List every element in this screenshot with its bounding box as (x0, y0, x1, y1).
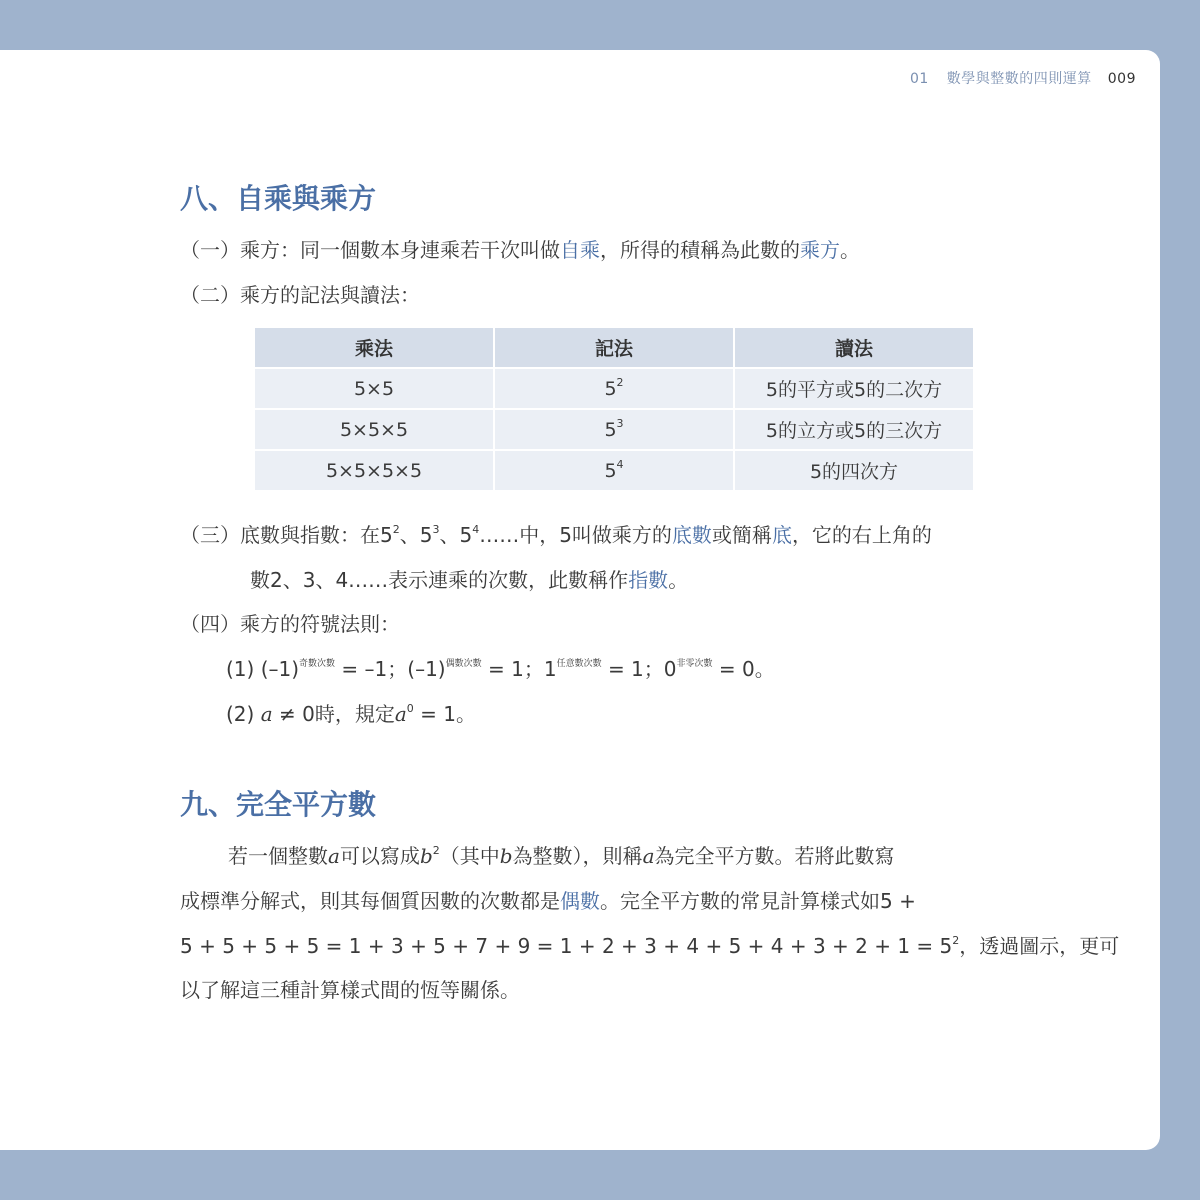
term-base-short: 底 (771, 523, 792, 547)
notation-exponent: 2 (616, 375, 624, 389)
item-4-text: 乘方的符號法則： (240, 612, 400, 636)
cell-reading: 5的立方或5的三次方 (735, 410, 973, 449)
para-text: （其中 (439, 844, 500, 868)
para-text: 5 + 5 + 5 + 5 = 1 + 3 + 5 + 7 + 9 = 1 + 2 + 3 + 4 + 5 + 4 + 3 + 2 + 1 = 5 (180, 934, 953, 958)
notation-base: 5 (604, 377, 617, 400)
exponent: 3 (432, 523, 440, 536)
rule-result: = 0。 (718, 657, 775, 681)
cell-notation (495, 410, 733, 449)
notation-base: 5 (604, 459, 617, 482)
item-3-line-2 (250, 564, 688, 593)
cell-notation (495, 451, 733, 490)
section-9-line-3 (180, 930, 1119, 959)
exponent: 2 (392, 523, 400, 536)
para-text: 為整數），則稱 (512, 844, 643, 868)
item-2-text: 乘方的記法與讀法： (240, 283, 420, 307)
para-text: 成標準分解式，則其每個質因數的次數都是 (180, 889, 560, 913)
rule-label: (2) (226, 702, 255, 726)
term-exponent: 指數 (628, 568, 669, 592)
table-row (255, 369, 973, 408)
cell-multiplication: 5×5 (255, 369, 493, 408)
section-9-line-1 (228, 840, 895, 869)
cell-reading: 5的平方或5的二次方 (735, 369, 973, 408)
page-number: 009 (1107, 71, 1136, 87)
item-3-text: 、5 (439, 523, 473, 547)
item-4-label: （四） (180, 612, 240, 636)
para-text: 為完全平方數。若將此數寫 (654, 844, 895, 868)
page (0, 50, 1160, 1150)
variable: a (328, 844, 340, 868)
rule-term: 1 (543, 657, 557, 681)
item-3-label: （三） (180, 523, 240, 547)
rule-term: (–1) (407, 657, 446, 681)
chapter-number: 01 (909, 71, 929, 87)
table-row (255, 410, 973, 449)
chapter-title: 數學與整數的四則運算 (946, 71, 1092, 87)
exponent: 4 (472, 523, 480, 536)
notation-exponent: 3 (616, 416, 624, 430)
para-text: ，透過圖示，更可 (959, 934, 1120, 958)
item-2-line (180, 279, 420, 308)
variable: a (394, 702, 407, 726)
rule-exponent: 任意數次數 (556, 659, 602, 669)
cell-reading: 5的四次方 (735, 451, 973, 490)
item-1-text-c: 。 (840, 238, 860, 262)
item-1-line (180, 234, 860, 263)
header-notation: 記法 (495, 328, 733, 367)
para-text: 。完全平方數的常見計算樣式如5 + (600, 889, 916, 913)
notation-exponent: 4 (616, 457, 624, 471)
term-power: 乘方 (800, 238, 840, 262)
item-1-label: （一） (180, 238, 240, 262)
variable: a (642, 844, 655, 868)
exponent: 0 (406, 702, 414, 715)
item-3-text: ，它的右上角的 (791, 523, 932, 547)
sign-rule-1 (226, 653, 775, 682)
item-3-text: 數2、3、4……表示連乘的次數，此數稱作 (250, 568, 629, 592)
item-3-text: 。 (668, 568, 689, 592)
sign-rule-2 (226, 698, 476, 727)
item-3-text: 、5 (399, 523, 433, 547)
exponent: 2 (952, 934, 960, 947)
running-header (910, 68, 1136, 88)
rule-result: = –1； (341, 657, 408, 681)
item-3-line-1 (180, 519, 932, 548)
cell-multiplication: 5×5×5×5 (255, 451, 493, 490)
item-2-label: （二） (180, 283, 240, 307)
variable: b (499, 844, 513, 868)
powers-table (253, 326, 975, 492)
term-even: 偶數 (560, 889, 600, 913)
header-reading: 讀法 (735, 328, 973, 367)
para-text: 可以寫成 (339, 844, 420, 868)
rule-term: 0 (663, 657, 677, 681)
term-base: 底數 (671, 523, 712, 547)
variable: b (419, 844, 433, 868)
rule-exponent: 非零次數 (676, 659, 713, 669)
item-3-text: ……中，5叫做乘方的 (479, 523, 672, 547)
cell-multiplication: 5×5×5 (255, 410, 493, 449)
variable: a (260, 702, 273, 726)
section-9-line-2 (180, 885, 916, 914)
item-1-text-b: ，所得的積稱為此數的 (600, 238, 800, 262)
item-1-text-a: 乘方：同一個數本身連乘若干次叫做 (240, 238, 560, 262)
rule-exponent: 奇數次數 (299, 659, 336, 669)
section-8-title: 八、自乘與乘方 (180, 182, 377, 215)
item-3-text: 底數與指數：在5 (240, 523, 393, 547)
notation-base: 5 (604, 418, 617, 441)
rule-text: ≠ 0時，規定 (272, 702, 395, 726)
section-9-line-4 (180, 974, 520, 1003)
para-text: 若一個整數 (228, 844, 328, 868)
exponent: 2 (432, 844, 440, 857)
table-row (255, 451, 973, 490)
section-9-title: 九、完全平方數 (180, 788, 377, 821)
rule-exponent: 偶數次數 (445, 659, 482, 669)
rule-term: (–1) (260, 657, 300, 681)
rule-text: = 1。 (413, 702, 476, 726)
header-multiplication: 乘法 (255, 328, 493, 367)
para-text: 以了解這三種計算樣式間的恆等關係。 (180, 978, 520, 1002)
rule-result: = 1； (487, 657, 544, 681)
table-header-row (255, 328, 973, 367)
item-3-text: 或簡稱 (711, 523, 772, 547)
cell-notation (495, 369, 733, 408)
rule-label: (1) (226, 657, 255, 681)
rule-result: = 1； (607, 657, 664, 681)
item-4-line (180, 608, 400, 637)
term-self-multiply: 自乘 (560, 238, 600, 262)
